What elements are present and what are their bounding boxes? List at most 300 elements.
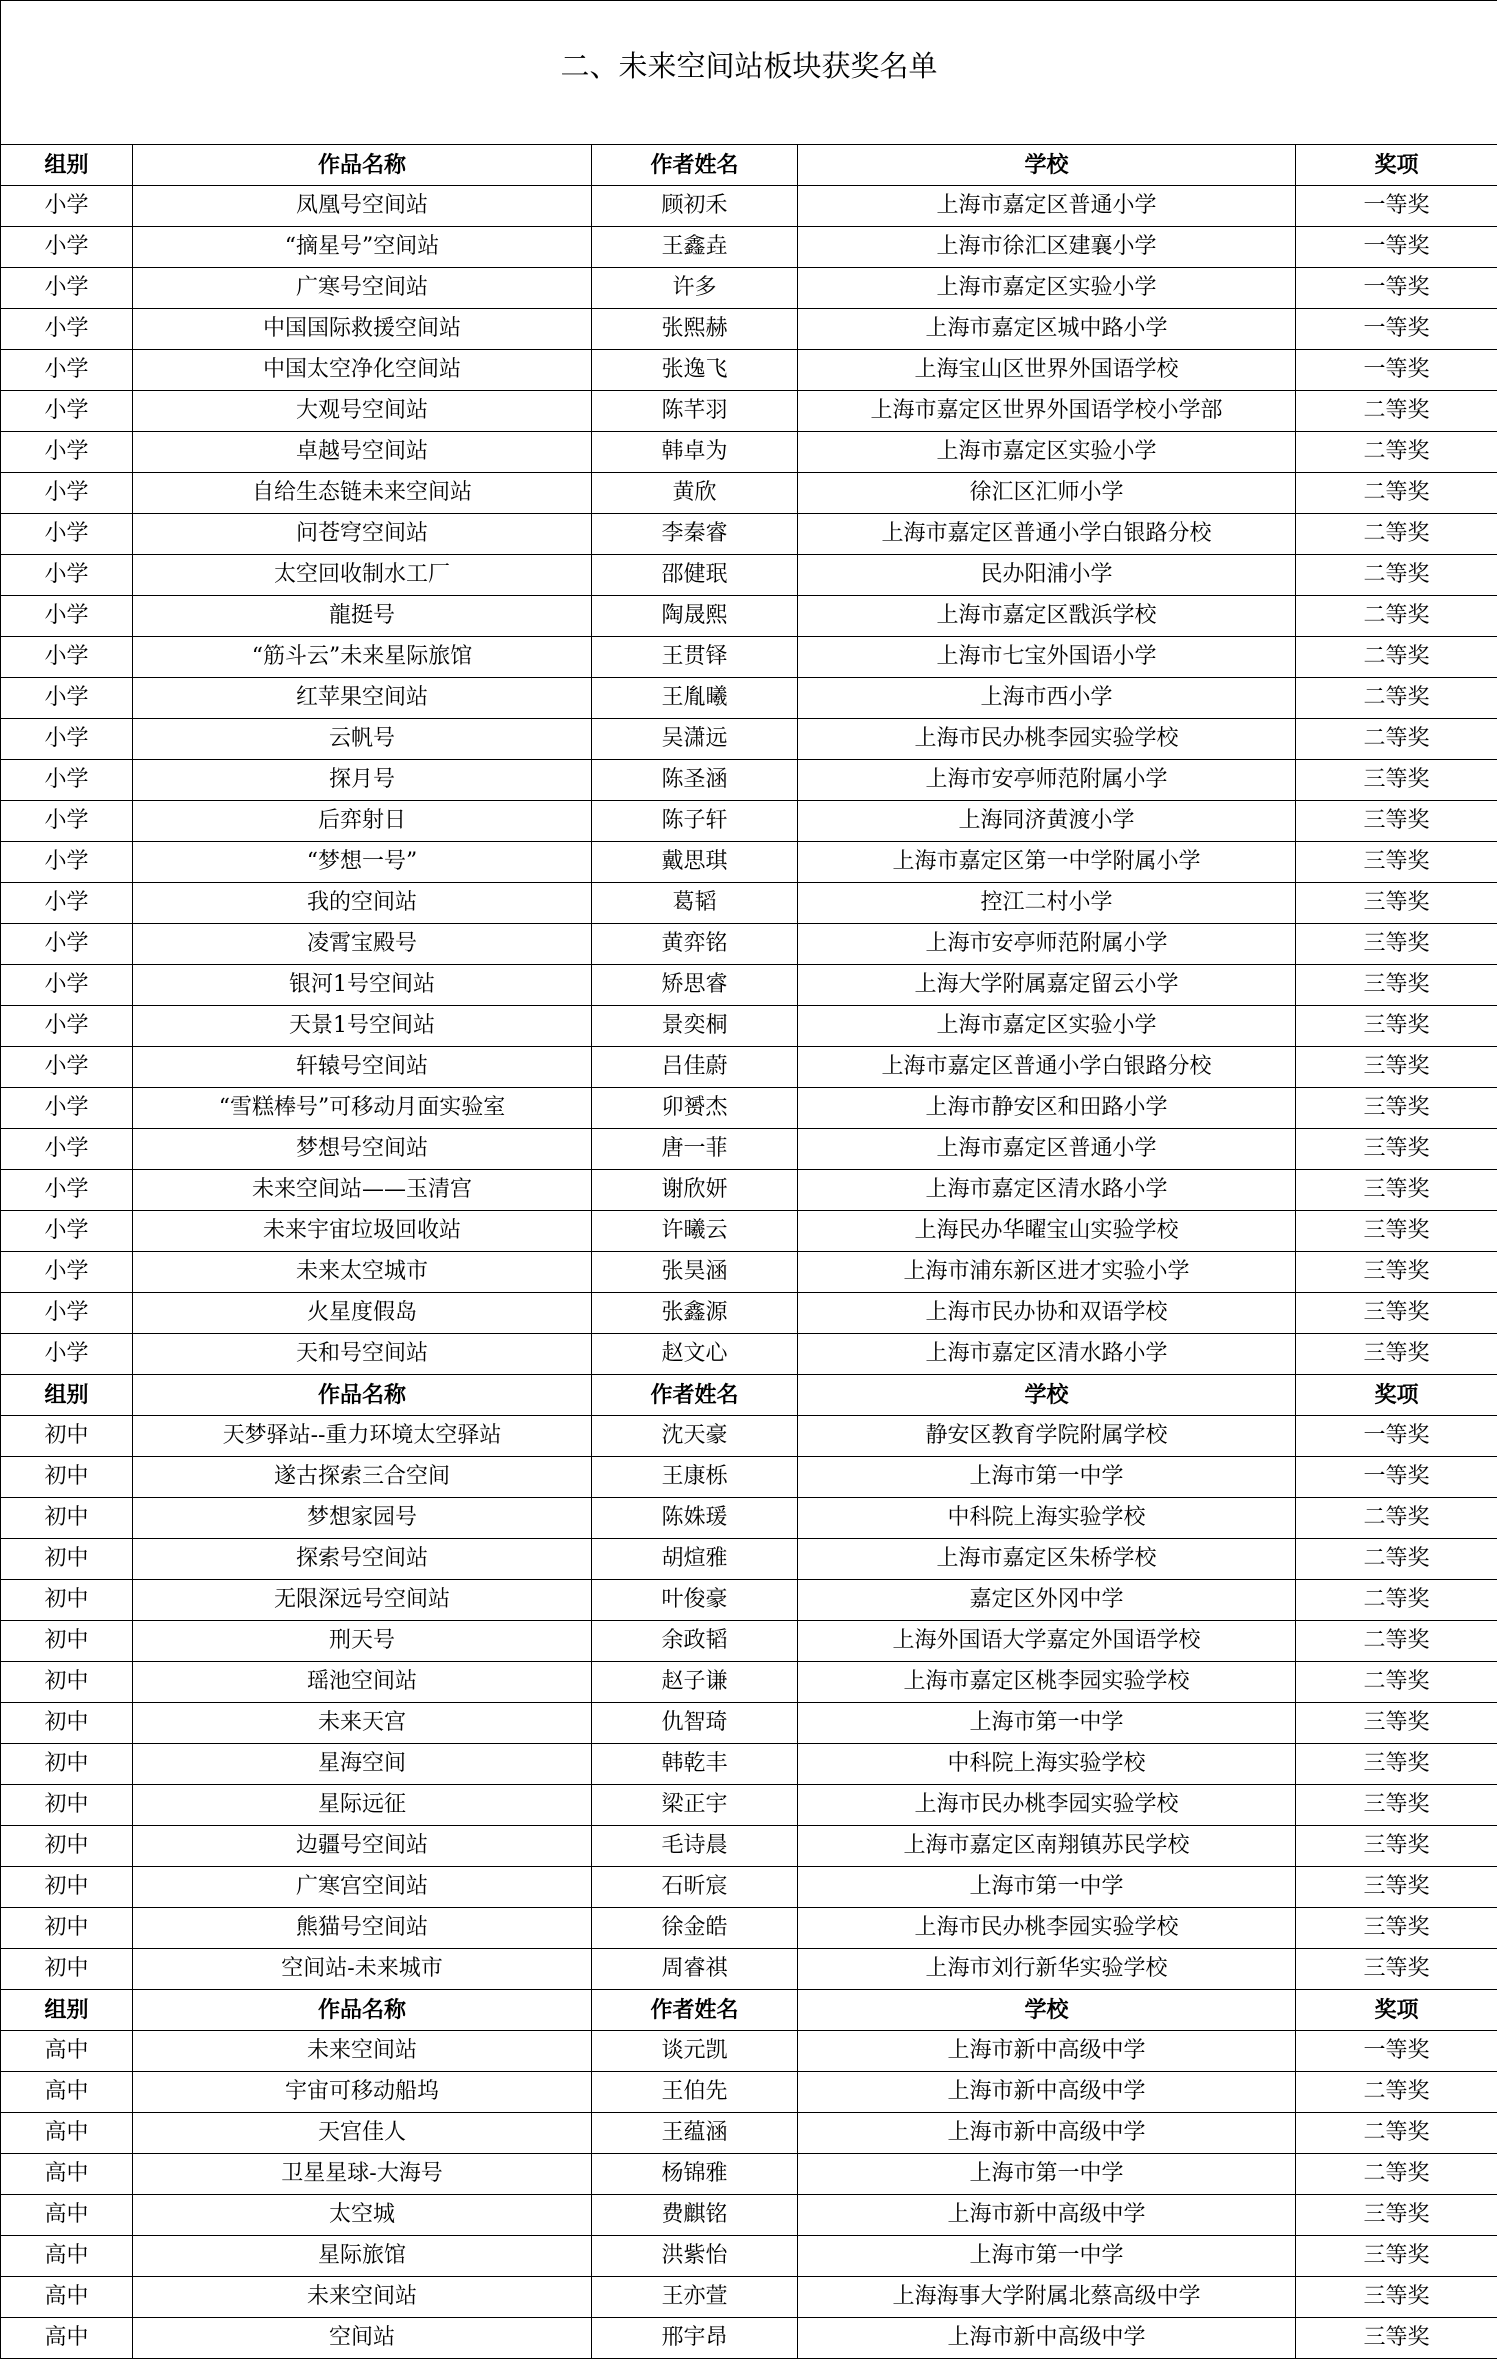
school-cell: 上海市新中高级中学 xyxy=(798,2195,1296,2236)
author-cell: 邵健珉 xyxy=(592,555,798,596)
award-cell: 三等奖 xyxy=(1296,842,1497,883)
school-cell: 嘉定区外冈中学 xyxy=(798,1580,1296,1621)
group-cell: 初中 xyxy=(1,1744,133,1785)
work-title-cell: 星海空间 xyxy=(133,1744,592,1785)
group-cell: 初中 xyxy=(1,1580,133,1621)
school-cell: 上海市第一中学 xyxy=(798,1867,1296,1908)
school-cell: 中科院上海实验学校 xyxy=(798,1498,1296,1539)
award-cell: 三等奖 xyxy=(1296,1867,1497,1908)
group-cell: 小学 xyxy=(1,637,133,678)
school-cell: 上海市七宝外国语小学 xyxy=(798,637,1296,678)
author-cell: 陈姝瑗 xyxy=(592,1498,798,1539)
author-cell: 陈圣涵 xyxy=(592,760,798,801)
work-title-cell: 太空城 xyxy=(133,2195,592,2236)
school-cell: 上海市嘉定区清水路小学 xyxy=(798,1334,1296,1375)
award-cell: 二等奖 xyxy=(1296,432,1497,473)
group-cell: 初中 xyxy=(1,1416,133,1457)
group-cell: 小学 xyxy=(1,801,133,842)
work-title-cell: 空间站-未来城市 xyxy=(133,1949,592,1990)
school-cell: 上海市第一中学 xyxy=(798,2154,1296,2195)
work-title-cell: 星际旅馆 xyxy=(133,2236,592,2277)
author-cell: 叶俊豪 xyxy=(592,1580,798,1621)
table-row xyxy=(1,1580,1497,1621)
table-row xyxy=(1,1621,1497,1662)
author-cell: 胡煊雅 xyxy=(592,1539,798,1580)
award-cell: 二等奖 xyxy=(1296,719,1497,760)
award-cell: 二等奖 xyxy=(1296,555,1497,596)
table-row xyxy=(1,473,1497,514)
table-row xyxy=(1,2318,1497,2359)
work-title-cell: 凤凰号空间站 xyxy=(133,186,592,227)
column-header-author: 作者姓名 xyxy=(592,1990,798,2031)
author-cell: 洪紫怡 xyxy=(592,2236,798,2277)
column-header-author: 作者姓名 xyxy=(592,1375,798,1416)
author-cell: 张鑫源 xyxy=(592,1293,798,1334)
work-title-cell: 未来空间站——玉清宫 xyxy=(133,1170,592,1211)
group-cell: 小学 xyxy=(1,555,133,596)
author-cell: 韩乾丰 xyxy=(592,1744,798,1785)
award-cell: 二等奖 xyxy=(1296,1662,1497,1703)
award-cell: 一等奖 xyxy=(1296,309,1497,350)
group-cell: 高中 xyxy=(1,2154,133,2195)
award-cell: 三等奖 xyxy=(1296,1293,1497,1334)
award-cell: 二等奖 xyxy=(1296,2154,1497,2195)
work-title-cell: 宇宙可移动船坞 xyxy=(133,2072,592,2113)
group-cell: 小学 xyxy=(1,1334,133,1375)
page-title: 二、未来空间站板块获奖名单 xyxy=(1,1,1497,145)
author-cell: 沈天豪 xyxy=(592,1416,798,1457)
school-cell: 上海市嘉定区城中路小学 xyxy=(798,309,1296,350)
work-title-cell: 天和号空间站 xyxy=(133,1334,592,1375)
work-title-cell: 云帆号 xyxy=(133,719,592,760)
author-cell: 梁正宇 xyxy=(592,1785,798,1826)
work-title-cell: 轩辕号空间站 xyxy=(133,1047,592,1088)
work-title-cell: 天景1号空间站 xyxy=(133,1006,592,1047)
author-cell: 唐一菲 xyxy=(592,1129,798,1170)
award-cell: 一等奖 xyxy=(1296,350,1497,391)
group-cell: 高中 xyxy=(1,2195,133,2236)
school-cell: 上海市嘉定区实验小学 xyxy=(798,432,1296,473)
school-cell: 上海市嘉定区戬浜学校 xyxy=(798,596,1296,637)
school-cell: 上海市嘉定区桃李园实验学校 xyxy=(798,1662,1296,1703)
author-cell: 黄欣 xyxy=(592,473,798,514)
author-cell: 费麒铭 xyxy=(592,2195,798,2236)
author-cell: 邢宇昂 xyxy=(592,2318,798,2359)
work-title-cell: 龍挺号 xyxy=(133,596,592,637)
work-title-cell: 未来宇宙垃圾回收站 xyxy=(133,1211,592,1252)
title-row xyxy=(1,1,1497,145)
group-cell: 高中 xyxy=(1,2318,133,2359)
table-row xyxy=(1,350,1497,391)
group-cell: 小学 xyxy=(1,760,133,801)
table-row xyxy=(1,1539,1497,1580)
school-cell: 上海市新中高级中学 xyxy=(798,2031,1296,2072)
work-title-cell: 边疆号空间站 xyxy=(133,1826,592,1867)
author-cell: 仇智琦 xyxy=(592,1703,798,1744)
work-title-cell: 红苹果空间站 xyxy=(133,678,592,719)
group-cell: 小学 xyxy=(1,678,133,719)
author-cell: 韩卓为 xyxy=(592,432,798,473)
author-cell: 陈子轩 xyxy=(592,801,798,842)
award-cell: 一等奖 xyxy=(1296,268,1497,309)
award-cell: 三等奖 xyxy=(1296,1252,1497,1293)
school-cell: 上海市浦东新区进才实验小学 xyxy=(798,1252,1296,1293)
work-title-cell: 天宫佳人 xyxy=(133,2113,592,2154)
column-header-award: 奖项 xyxy=(1296,1990,1497,2031)
author-cell: 王蕴涵 xyxy=(592,2113,798,2154)
table-row xyxy=(1,186,1497,227)
school-cell: 上海大学附属嘉定留云小学 xyxy=(798,965,1296,1006)
award-cell: 一等奖 xyxy=(1296,186,1497,227)
award-cell: 二等奖 xyxy=(1296,1539,1497,1580)
author-cell: 黄弈铭 xyxy=(592,924,798,965)
school-cell: 上海民办华曜宝山实验学校 xyxy=(798,1211,1296,1252)
table-row xyxy=(1,309,1497,350)
table-row xyxy=(1,432,1497,473)
school-cell: 上海市民办桃李园实验学校 xyxy=(798,1785,1296,1826)
work-title-cell: 梦想号空间站 xyxy=(133,1129,592,1170)
group-cell: 小学 xyxy=(1,965,133,1006)
school-cell: 上海市新中高级中学 xyxy=(798,2113,1296,2154)
table-row xyxy=(1,391,1497,432)
table-row xyxy=(1,924,1497,965)
column-header-author: 作者姓名 xyxy=(592,145,798,186)
school-cell: 上海市嘉定区第一中学附属小学 xyxy=(798,842,1296,883)
work-title-cell: 银河1号空间站 xyxy=(133,965,592,1006)
group-cell: 小学 xyxy=(1,432,133,473)
table-row xyxy=(1,2113,1497,2154)
work-title-cell: 星际远征 xyxy=(133,1785,592,1826)
award-cell: 三等奖 xyxy=(1296,924,1497,965)
group-cell: 小学 xyxy=(1,1129,133,1170)
award-cell: 一等奖 xyxy=(1296,1416,1497,1457)
column-header-award: 奖项 xyxy=(1296,1375,1497,1416)
group-cell: 小学 xyxy=(1,1047,133,1088)
school-cell: 上海市嘉定区南翔镇苏民学校 xyxy=(798,1826,1296,1867)
group-cell: 小学 xyxy=(1,309,133,350)
table-row xyxy=(1,268,1497,309)
author-cell: 赵子谦 xyxy=(592,1662,798,1703)
table-header-row xyxy=(1,1990,1497,2031)
work-title-cell: 探月号 xyxy=(133,760,592,801)
school-cell: 上海市第一中学 xyxy=(798,2236,1296,2277)
table-row xyxy=(1,1498,1497,1539)
table-row xyxy=(1,514,1497,555)
table-row xyxy=(1,883,1497,924)
school-cell: 上海市嘉定区普通小学白银路分校 xyxy=(798,514,1296,555)
table-row xyxy=(1,1908,1497,1949)
award-cell: 三等奖 xyxy=(1296,1703,1497,1744)
table-row xyxy=(1,2236,1497,2277)
group-cell: 小学 xyxy=(1,1252,133,1293)
group-cell: 高中 xyxy=(1,2236,133,2277)
group-cell: 小学 xyxy=(1,350,133,391)
award-cell: 三等奖 xyxy=(1296,1826,1497,1867)
work-title-cell: 太空回收制水工厂 xyxy=(133,555,592,596)
award-cell: 二等奖 xyxy=(1296,473,1497,514)
group-cell: 小学 xyxy=(1,842,133,883)
school-cell: 上海市静安区和田路小学 xyxy=(798,1088,1296,1129)
group-cell: 初中 xyxy=(1,1457,133,1498)
school-cell: 上海市嘉定区普通小学 xyxy=(798,1129,1296,1170)
school-cell: 上海海事大学附属北蔡高级中学 xyxy=(798,2277,1296,2318)
school-cell: 上海市嘉定区世界外国语学校小学部 xyxy=(798,391,1296,432)
group-cell: 小学 xyxy=(1,596,133,637)
table-row xyxy=(1,1949,1497,1990)
group-cell: 高中 xyxy=(1,2072,133,2113)
author-cell: 石昕宸 xyxy=(592,1867,798,1908)
author-cell: 杨锦雅 xyxy=(592,2154,798,2195)
school-cell: 中科院上海实验学校 xyxy=(798,1744,1296,1785)
work-title-cell: “筋斗云”未来星际旅馆 xyxy=(133,637,592,678)
school-cell: 上海市安亭师范附属小学 xyxy=(798,760,1296,801)
work-title-cell: 空间站 xyxy=(133,2318,592,2359)
school-cell: 上海市民办协和双语学校 xyxy=(798,1293,1296,1334)
column-header-award: 奖项 xyxy=(1296,145,1497,186)
table-row xyxy=(1,965,1497,1006)
column-header-school: 学校 xyxy=(798,1375,1296,1416)
table-header-row xyxy=(1,1375,1497,1416)
group-cell: 初中 xyxy=(1,1826,133,1867)
award-cell: 二等奖 xyxy=(1296,1621,1497,1662)
award-cell: 三等奖 xyxy=(1296,1908,1497,1949)
award-cell: 三等奖 xyxy=(1296,1129,1497,1170)
table-row xyxy=(1,1170,1497,1211)
school-cell: 上海市嘉定区朱桥学校 xyxy=(798,1539,1296,1580)
school-cell: 上海市第一中学 xyxy=(798,1457,1296,1498)
work-title-cell: 刑天号 xyxy=(133,1621,592,1662)
award-cell: 三等奖 xyxy=(1296,1170,1497,1211)
group-cell: 小学 xyxy=(1,186,133,227)
author-cell: 周睿祺 xyxy=(592,1949,798,1990)
award-cell: 三等奖 xyxy=(1296,2195,1497,2236)
award-cell: 三等奖 xyxy=(1296,1949,1497,1990)
award-cell: 二等奖 xyxy=(1296,2072,1497,2113)
column-header-work-title: 作品名称 xyxy=(133,1375,592,1416)
author-cell: 卯赟杰 xyxy=(592,1088,798,1129)
school-cell: 上海市徐汇区建襄小学 xyxy=(798,227,1296,268)
author-cell: 王亦萱 xyxy=(592,2277,798,2318)
school-cell: 上海市民办桃李园实验学校 xyxy=(798,719,1296,760)
author-cell: 赵文心 xyxy=(592,1334,798,1375)
table-row xyxy=(1,1334,1497,1375)
school-cell: 控江二村小学 xyxy=(798,883,1296,924)
school-cell: 上海市新中高级中学 xyxy=(798,2072,1296,2113)
author-cell: 陶晟熙 xyxy=(592,596,798,637)
table-row xyxy=(1,678,1497,719)
work-title-cell: 熊猫号空间站 xyxy=(133,1908,592,1949)
author-cell: 毛诗晨 xyxy=(592,1826,798,1867)
table-row xyxy=(1,1703,1497,1744)
table-row xyxy=(1,1662,1497,1703)
school-cell: 上海市嘉定区普通小学 xyxy=(798,186,1296,227)
work-title-cell: “雪糕棒号”可移动月面实验室 xyxy=(133,1088,592,1129)
school-cell: 静安区教育学院附属学校 xyxy=(798,1416,1296,1457)
award-cell: 三等奖 xyxy=(1296,760,1497,801)
award-cell: 三等奖 xyxy=(1296,1006,1497,1047)
award-cell: 三等奖 xyxy=(1296,1088,1497,1129)
column-header-group: 组别 xyxy=(1,1990,133,2031)
work-title-cell: 未来空间站 xyxy=(133,2277,592,2318)
work-title-cell: 自给生态链未来空间站 xyxy=(133,473,592,514)
table-row xyxy=(1,1416,1497,1457)
school-cell: 上海市西小学 xyxy=(798,678,1296,719)
group-cell: 高中 xyxy=(1,2031,133,2072)
award-cell: 三等奖 xyxy=(1296,2236,1497,2277)
school-cell: 上海同济黄渡小学 xyxy=(798,801,1296,842)
award-cell: 二等奖 xyxy=(1296,678,1497,719)
school-cell: 上海宝山区世界外国语学校 xyxy=(798,350,1296,391)
group-cell: 初中 xyxy=(1,1908,133,1949)
table-header-row xyxy=(1,145,1497,186)
work-title-cell: 瑶池空间站 xyxy=(133,1662,592,1703)
column-header-school: 学校 xyxy=(798,1990,1296,2031)
group-cell: 初中 xyxy=(1,1949,133,1990)
table-row xyxy=(1,555,1497,596)
award-cell: 三等奖 xyxy=(1296,2277,1497,2318)
table-row xyxy=(1,637,1497,678)
award-cell: 二等奖 xyxy=(1296,637,1497,678)
award-cell: 二等奖 xyxy=(1296,1498,1497,1539)
work-title-cell: 无限深远号空间站 xyxy=(133,1580,592,1621)
column-header-school: 学校 xyxy=(798,145,1296,186)
table-row xyxy=(1,2195,1497,2236)
work-title-cell: 未来天宫 xyxy=(133,1703,592,1744)
group-cell: 初中 xyxy=(1,1539,133,1580)
award-cell: 二等奖 xyxy=(1296,596,1497,637)
award-cell: 二等奖 xyxy=(1296,2113,1497,2154)
table-row xyxy=(1,2154,1497,2195)
table-row xyxy=(1,719,1497,760)
table-row xyxy=(1,1826,1497,1867)
school-cell: 上海外国语大学嘉定外国语学校 xyxy=(798,1621,1296,1662)
work-title-cell: “梦想一号” xyxy=(133,842,592,883)
school-cell: 民办阳浦小学 xyxy=(798,555,1296,596)
work-title-cell: 凌霄宝殿号 xyxy=(133,924,592,965)
school-cell: 上海市民办桃李园实验学校 xyxy=(798,1908,1296,1949)
author-cell: 葛韬 xyxy=(592,883,798,924)
group-cell: 初中 xyxy=(1,1621,133,1662)
school-cell: 上海市刘行新华实验学校 xyxy=(798,1949,1296,1990)
author-cell: 谈元凯 xyxy=(592,2031,798,2072)
award-cell: 一等奖 xyxy=(1296,2031,1497,2072)
author-cell: 王康栎 xyxy=(592,1457,798,1498)
work-title-cell: 卓越号空间站 xyxy=(133,432,592,473)
table-row xyxy=(1,2072,1497,2113)
work-title-cell: 中国国际救援空间站 xyxy=(133,309,592,350)
table-row xyxy=(1,1457,1497,1498)
table-row xyxy=(1,1047,1497,1088)
work-title-cell: 中国太空净化空间站 xyxy=(133,350,592,391)
school-cell: 上海市第一中学 xyxy=(798,1703,1296,1744)
award-cell: 二等奖 xyxy=(1296,514,1497,555)
table-row xyxy=(1,842,1497,883)
award-cell: 二等奖 xyxy=(1296,391,1497,432)
award-cell: 一等奖 xyxy=(1296,227,1497,268)
author-cell: 吕佳蔚 xyxy=(592,1047,798,1088)
table-row xyxy=(1,227,1497,268)
work-title-cell: 遂古探索三合空间 xyxy=(133,1457,592,1498)
award-cell: 一等奖 xyxy=(1296,1457,1497,1498)
group-cell: 小学 xyxy=(1,268,133,309)
group-cell: 初中 xyxy=(1,1703,133,1744)
author-cell: 张昊涵 xyxy=(592,1252,798,1293)
award-table-body xyxy=(1,1,1497,2359)
group-cell: 初中 xyxy=(1,1867,133,1908)
author-cell: 许曦云 xyxy=(592,1211,798,1252)
table-row xyxy=(1,760,1497,801)
group-cell: 小学 xyxy=(1,1293,133,1334)
column-header-work-title: 作品名称 xyxy=(133,1990,592,2031)
table-row xyxy=(1,1744,1497,1785)
school-cell: 徐汇区汇师小学 xyxy=(798,473,1296,514)
column-header-work-title: 作品名称 xyxy=(133,145,592,186)
author-cell: 戴思琪 xyxy=(592,842,798,883)
award-cell: 三等奖 xyxy=(1296,1047,1497,1088)
group-cell: 高中 xyxy=(1,2277,133,2318)
group-cell: 小学 xyxy=(1,514,133,555)
table-row xyxy=(1,1252,1497,1293)
author-cell: 王鑫垚 xyxy=(592,227,798,268)
author-cell: 王贯铎 xyxy=(592,637,798,678)
work-title-cell: 大观号空间站 xyxy=(133,391,592,432)
award-cell: 三等奖 xyxy=(1296,2318,1497,2359)
work-title-cell: 探索号空间站 xyxy=(133,1539,592,1580)
school-cell: 上海市嘉定区实验小学 xyxy=(798,268,1296,309)
award-cell: 三等奖 xyxy=(1296,801,1497,842)
author-cell: 王胤曦 xyxy=(592,678,798,719)
work-title-cell: 未来太空城市 xyxy=(133,1252,592,1293)
award-cell: 三等奖 xyxy=(1296,965,1497,1006)
work-title-cell: 问苍穹空间站 xyxy=(133,514,592,555)
group-cell: 小学 xyxy=(1,1211,133,1252)
author-cell: 矫思睿 xyxy=(592,965,798,1006)
group-cell: 小学 xyxy=(1,227,133,268)
work-title-cell: 梦想家园号 xyxy=(133,1498,592,1539)
work-title-cell: 天梦驿站--重力环境太空驿站 xyxy=(133,1416,592,1457)
group-cell: 小学 xyxy=(1,883,133,924)
table-row xyxy=(1,2031,1497,2072)
group-cell: 小学 xyxy=(1,1006,133,1047)
author-cell: 许多 xyxy=(592,268,798,309)
table-row xyxy=(1,1785,1497,1826)
table-row xyxy=(1,1211,1497,1252)
work-title-cell: 我的空间站 xyxy=(133,883,592,924)
author-cell: 余政韬 xyxy=(592,1621,798,1662)
school-cell: 上海市嘉定区清水路小学 xyxy=(798,1170,1296,1211)
table-row xyxy=(1,1867,1497,1908)
table-row xyxy=(1,801,1497,842)
group-cell: 初中 xyxy=(1,1662,133,1703)
group-cell: 初中 xyxy=(1,1498,133,1539)
group-cell: 小学 xyxy=(1,924,133,965)
group-cell: 小学 xyxy=(1,719,133,760)
award-cell: 三等奖 xyxy=(1296,1211,1497,1252)
school-cell: 上海市嘉定区实验小学 xyxy=(798,1006,1296,1047)
table-row xyxy=(1,1129,1497,1170)
work-title-cell: 未来空间站 xyxy=(133,2031,592,2072)
author-cell: 陈芊羽 xyxy=(592,391,798,432)
award-cell: 二等奖 xyxy=(1296,1580,1497,1621)
author-cell: 吴潇远 xyxy=(592,719,798,760)
award-cell: 三等奖 xyxy=(1296,1785,1497,1826)
table-row xyxy=(1,1006,1497,1047)
work-title-cell: 火星度假岛 xyxy=(133,1293,592,1334)
group-cell: 小学 xyxy=(1,473,133,514)
award-cell: 三等奖 xyxy=(1296,1334,1497,1375)
column-header-group: 组别 xyxy=(1,1375,133,1416)
author-cell: 顾初禾 xyxy=(592,186,798,227)
